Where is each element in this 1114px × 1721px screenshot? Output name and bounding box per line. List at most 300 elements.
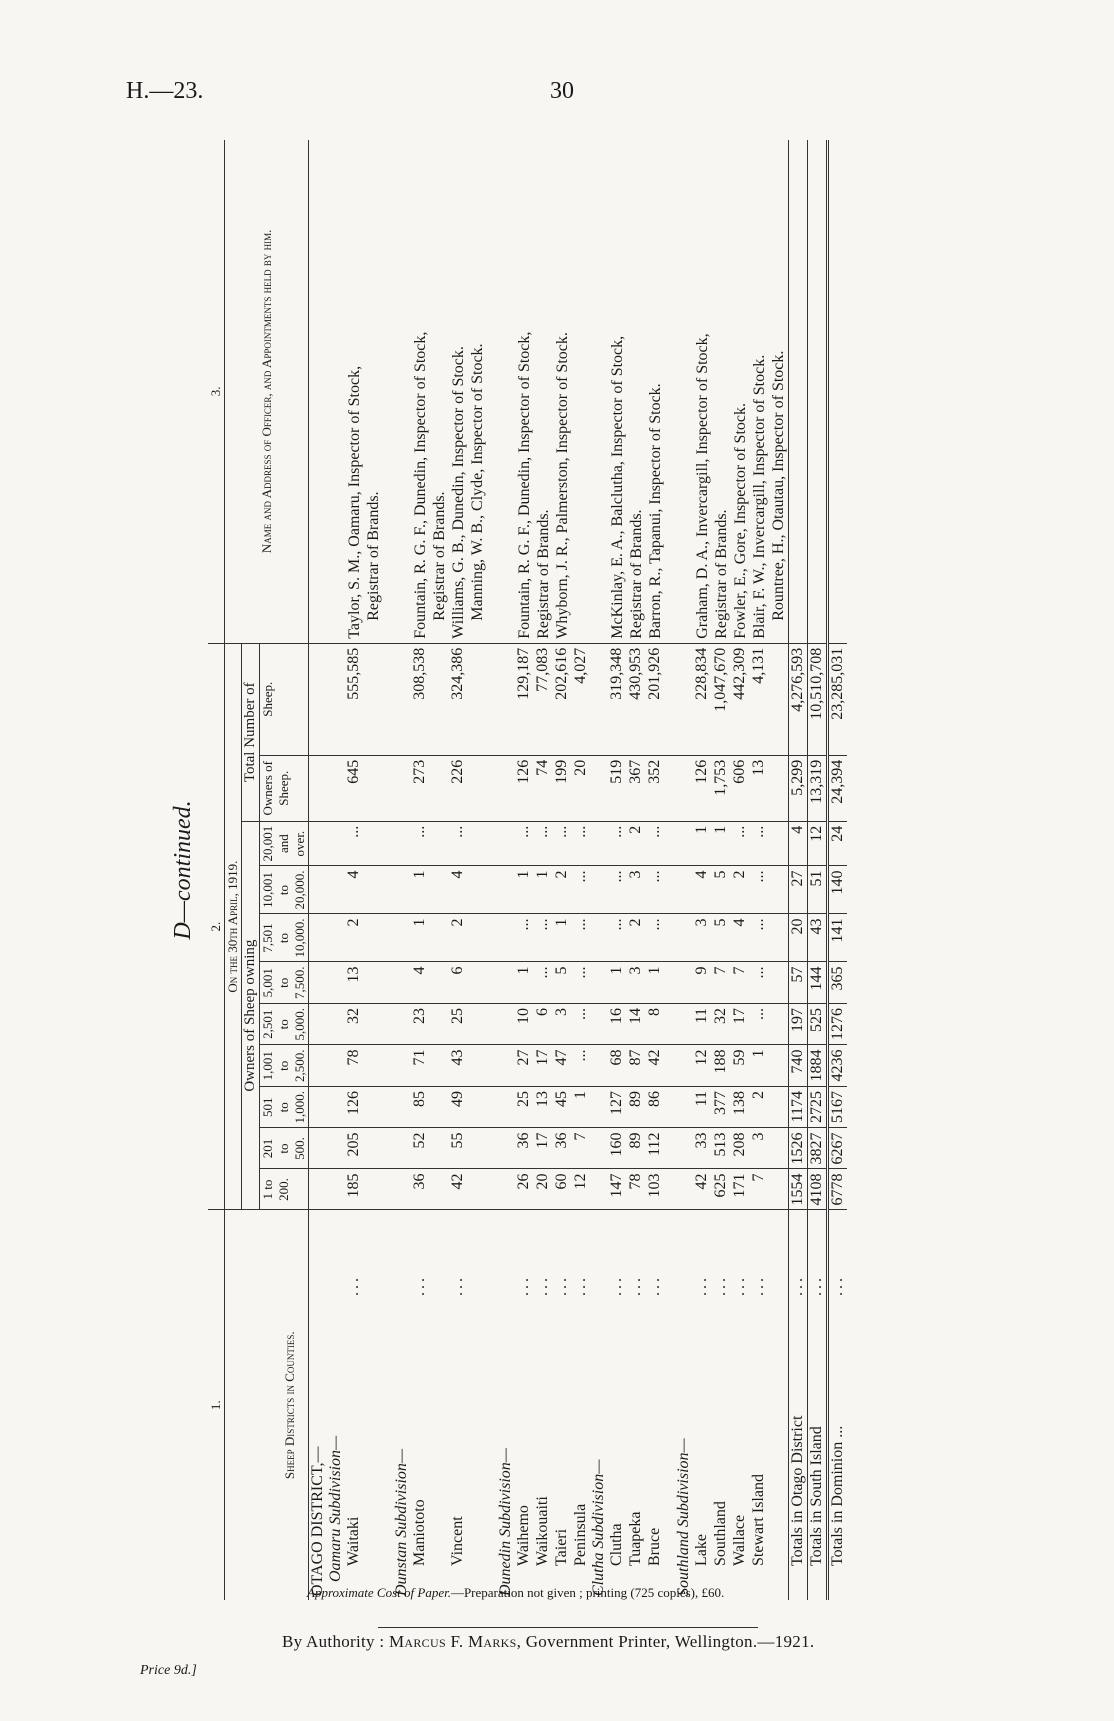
empty-cell: [393, 1045, 411, 1087]
owners-count: 26: [515, 1169, 534, 1210]
empty-cell: [309, 1087, 328, 1129]
officer-cell: [345, 140, 383, 643]
owners-count: 365: [828, 962, 848, 1004]
total-owners: 606: [731, 755, 750, 821]
total-sheep: 308,538: [411, 643, 449, 755]
owners-count: ...: [750, 866, 789, 914]
empty-cell: [497, 643, 515, 755]
empty-cell: [675, 1045, 693, 1087]
officer-line: Barron, R., Tapanui, Inspector of Stock.: [647, 383, 664, 639]
owners-count: 1526: [789, 1128, 808, 1169]
owners-count: 9: [693, 962, 712, 1004]
owners-count: 32: [345, 1004, 383, 1046]
owners-count: ...: [572, 962, 590, 1004]
page-number: 30: [550, 78, 574, 104]
empty-cell: [309, 914, 328, 962]
table-title: D—continued.: [170, 800, 196, 940]
district-name: Clutha: [608, 1523, 625, 1566]
owners-count: 42: [646, 1045, 665, 1087]
empty-cell: [665, 1004, 675, 1046]
empty-cell: [590, 1128, 608, 1169]
owners-count: 1: [534, 866, 553, 914]
owners-count: 160: [608, 1128, 627, 1169]
total-sheep: 4,276,593: [789, 643, 808, 755]
owners-count: ...: [572, 821, 590, 866]
officer-line: Fountain, R. G. F., Dunedin, Inspector of Stock,: [516, 331, 533, 639]
owners-count: 6267: [828, 1128, 848, 1169]
table-row: [646, 140, 665, 1600]
owners-count: 45: [553, 1087, 572, 1129]
owners-count: 43: [808, 914, 828, 962]
empty-cell: [383, 1045, 393, 1087]
owners-count: 6: [534, 1004, 553, 1046]
empty-cell: [675, 914, 693, 962]
owners-count: 87: [627, 1045, 646, 1087]
leader-dots: ...: [345, 1275, 362, 1296]
officer-cell: [534, 140, 553, 643]
empty-cell: [309, 1128, 328, 1169]
empty-cell: [675, 1169, 693, 1210]
empty-cell: [383, 1128, 393, 1169]
band-header: 1,001 to 2,500.: [260, 1045, 309, 1087]
total-owners: 13,319: [808, 755, 828, 821]
owners-count: 4: [411, 962, 449, 1004]
empty-cell: [393, 643, 411, 755]
empty-cell: [327, 643, 345, 755]
empty-cell: [675, 1128, 693, 1169]
owners-count: ...: [572, 914, 590, 962]
col3-title: Name and Address of Officer, and Appointments held by him.: [225, 140, 309, 643]
empty-cell: [327, 755, 345, 821]
officer-line: Registrar of Brands.: [431, 491, 448, 621]
empty-cell: [327, 1087, 345, 1129]
officer-cell: [608, 140, 627, 643]
total-sheep: 10,510,708: [808, 643, 828, 755]
col2-number: 2.: [208, 643, 225, 1210]
total-sheep: 1,047,670: [712, 643, 731, 755]
empty-cell: [487, 962, 497, 1004]
officer-cell: [627, 140, 646, 643]
owners-count: 55: [449, 1128, 487, 1169]
empty-cell: [590, 140, 608, 643]
subdivision-heading: Southland Subdivision—: [675, 1438, 692, 1596]
owners-count: ...: [534, 914, 553, 962]
total-owners: 13: [750, 755, 789, 821]
owners-count: 4: [449, 866, 487, 914]
owners-count: 1174: [789, 1087, 808, 1129]
owners-count: 68: [608, 1045, 627, 1087]
owners-count: ...: [411, 821, 449, 866]
owners-count: 36: [411, 1169, 449, 1210]
total-sheep: 77,083: [534, 643, 553, 755]
owners-count: 78: [627, 1169, 646, 1210]
leader-dots: ...: [627, 1275, 644, 1296]
leader-dots: ...: [449, 1275, 466, 1296]
owners-count: 112: [646, 1128, 665, 1169]
district-name: Lake: [693, 1534, 710, 1566]
district-name: Peninsula: [572, 1503, 589, 1566]
owners-count: 42: [449, 1169, 487, 1210]
leader-dots: ...: [572, 1275, 589, 1296]
owners-count: 1: [608, 962, 627, 1004]
empty-cell: [327, 1004, 345, 1046]
authority-suffix: Government Printer, Wellington.—1921.: [525, 1632, 815, 1651]
printer-name: Marcus F. Marks,: [389, 1632, 522, 1651]
owners-count: 57: [789, 962, 808, 1004]
owners-count: 185: [345, 1169, 383, 1210]
sheep-districts-table: [208, 140, 847, 1600]
empty-cell: [393, 914, 411, 962]
owners-count: 147: [608, 1169, 627, 1210]
total-owners: 126: [515, 755, 534, 821]
owners-count: 7: [750, 1169, 789, 1210]
empty-cell: [487, 755, 497, 821]
empty-cell: [309, 643, 328, 755]
empty-cell: [327, 1045, 345, 1087]
officer-cell: [828, 140, 848, 643]
owners-count: ...: [646, 866, 665, 914]
empty-cell: [487, 821, 497, 866]
owners-count: 42: [693, 1169, 712, 1210]
owners-count: 16: [608, 1004, 627, 1046]
total-sheep: 202,616: [553, 643, 572, 755]
table-row: [534, 140, 553, 1600]
table-row: [789, 140, 808, 1600]
empty-cell: [383, 962, 393, 1004]
owners-count: ...: [608, 821, 627, 866]
empty-cell: [487, 1210, 497, 1300]
owners-count: 47: [553, 1045, 572, 1087]
leader-dots: ...: [750, 1275, 767, 1296]
leader-dots: ...: [789, 1210, 808, 1300]
empty-cell: [590, 643, 608, 755]
subdivision-heading: Clutha Subdivision—: [590, 1459, 607, 1596]
empty-cell: [383, 1087, 393, 1129]
empty-cell: [590, 866, 608, 914]
empty-cell: [383, 1300, 393, 1600]
owners-count: 103: [646, 1169, 665, 1210]
owners-count: ...: [731, 821, 750, 866]
owners-count: 3: [750, 1128, 789, 1169]
empty-cell: [487, 1045, 497, 1087]
empty-cell: [393, 755, 411, 821]
band-header: 501 to 1,000.: [260, 1087, 309, 1129]
total-sheep: 430,953: [627, 643, 646, 755]
owners-count: 17: [534, 1045, 553, 1087]
officer-line: Fowler, E., Gore, Inspector of Stock.: [732, 403, 749, 639]
owners-count: ...: [449, 821, 487, 866]
total-owners: 20: [572, 755, 590, 821]
owners-count: 89: [627, 1087, 646, 1129]
table-row: [712, 140, 731, 1600]
empty-cell: [665, 1300, 675, 1600]
table-row: [553, 140, 572, 1600]
empty-cell: [675, 962, 693, 1004]
officer-line: Blair, F. W., Invercargill, Inspector of Stock.: [751, 354, 768, 639]
rotated-table-region: [170, 140, 1030, 1600]
empty-cell: [675, 821, 693, 866]
leader-dots: ...: [553, 1275, 570, 1296]
district-name: Vincent: [449, 1516, 466, 1566]
owners-count: 5: [712, 866, 731, 914]
owners-count: 3: [627, 866, 646, 914]
officer-cell: [712, 140, 731, 643]
leader-dots: ...: [515, 1275, 532, 1296]
owners-count: 17: [731, 1004, 750, 1046]
owners-group-header: Owners of Sheep owning: [242, 821, 260, 1210]
owners-count: ...: [553, 821, 572, 866]
empty-cell: [487, 1300, 497, 1600]
owners-count: 205: [345, 1128, 383, 1169]
officer-cell: [553, 140, 572, 643]
owners-count: 78: [345, 1045, 383, 1087]
owners-count: 3827: [808, 1128, 828, 1169]
officer-line: Whyborn, J. R., Palmerston, Inspector of Stock.: [554, 332, 571, 639]
band-header: 201 to 500.: [260, 1128, 309, 1169]
officer-line: Rountree, H., Otautau, Inspector of Stock.: [770, 350, 787, 621]
owners-count: ...: [534, 821, 553, 866]
table-row: [411, 140, 449, 1600]
empty-cell: [675, 1004, 693, 1046]
empty-cell: [487, 1004, 497, 1046]
officer-cell: [731, 140, 750, 643]
empty-cell: [487, 1169, 497, 1210]
total-sheep: 201,926: [646, 643, 665, 755]
owners-count: 1: [646, 962, 665, 1004]
owners-count: 625: [712, 1169, 731, 1210]
owners-count: 11: [693, 1087, 712, 1129]
empty-cell: [590, 821, 608, 866]
district-name: Totals in Otago District: [789, 1300, 808, 1600]
owners-count: 71: [411, 1045, 449, 1087]
empty-cell: [487, 1087, 497, 1129]
owners-count: ...: [750, 914, 789, 962]
owners-count: 7: [712, 962, 731, 1004]
col3-number: 3.: [208, 140, 225, 643]
empty-cell: [393, 866, 411, 914]
empty-cell: [497, 821, 515, 866]
table-row: [693, 140, 712, 1600]
owners-count: 52: [411, 1128, 449, 1169]
page-reference: H.—23.: [126, 78, 204, 104]
heading-row: [590, 140, 608, 1600]
owners-count: 43: [449, 1045, 487, 1087]
total-sheep: 442,309: [731, 643, 750, 755]
empty-cell: [327, 962, 345, 1004]
leader-dots: ...: [646, 1275, 663, 1296]
owners-count: 3: [627, 962, 646, 1004]
empty-cell: [590, 962, 608, 1004]
empty-cell: [497, 755, 515, 821]
table-row: [808, 140, 828, 1600]
owners-count: 27: [515, 1045, 534, 1087]
empty-cell: [590, 755, 608, 821]
empty-cell: [383, 1004, 393, 1046]
heading-row: [393, 140, 411, 1600]
owners-count: 5: [712, 914, 731, 962]
owners-count: 2: [627, 914, 646, 962]
owners-count: 1554: [789, 1169, 808, 1210]
owners-count: ...: [646, 821, 665, 866]
owners-count: 4: [789, 821, 808, 866]
officer-line: Graham, D. A., Invercargill, Inspector of Stock,: [694, 333, 711, 639]
owners-count: 126: [345, 1087, 383, 1129]
empty-cell: [393, 1169, 411, 1210]
band-header: 20,001 and over.: [260, 821, 309, 866]
owners-count: 197: [789, 1004, 808, 1046]
col1-number: 1.: [208, 1210, 225, 1600]
empty-cell: [665, 821, 675, 866]
owners-count: 740: [789, 1045, 808, 1087]
empty-cell: [309, 1004, 328, 1046]
total-owners: 1,753: [712, 755, 731, 821]
empty-cell: [327, 821, 345, 866]
owners-count: 51: [808, 866, 828, 914]
total-group-header: Total Number of: [242, 643, 260, 821]
officer-cell: [750, 140, 789, 643]
empty-cell: [497, 1004, 515, 1046]
owners-count: 513: [712, 1128, 731, 1169]
owners-count: 4108: [808, 1169, 828, 1210]
owners-count: 85: [411, 1087, 449, 1129]
owners-count: 1: [750, 1045, 789, 1087]
officer-line: McKinlay, E. A., Balclutha, Inspector of Stock,: [609, 335, 626, 639]
owners-count: 24: [828, 821, 848, 866]
empty-cell: [665, 866, 675, 914]
owners-count: 25: [449, 1004, 487, 1046]
owners-count: 49: [449, 1087, 487, 1129]
owners-count: 2: [553, 866, 572, 914]
empty-cell: [497, 1045, 515, 1087]
district-name: Stewart Island: [750, 1474, 767, 1566]
empty-cell: [590, 1169, 608, 1210]
empty-cell: [393, 1128, 411, 1169]
officer-line: Registrar of Brands.: [628, 509, 645, 639]
total-sheep: 324,386: [449, 643, 487, 755]
total-owners: 5,299: [789, 755, 808, 821]
empty-cell: [675, 866, 693, 914]
empty-cell: [487, 866, 497, 914]
subdivision-heading: OTAGO DISTRICT,—: [309, 1446, 326, 1596]
table-row: [731, 140, 750, 1600]
empty-cell: [393, 821, 411, 866]
owners-count: 25: [515, 1087, 534, 1129]
empty-cell: [309, 821, 328, 866]
empty-cell: [487, 1128, 497, 1169]
empty-cell: [665, 1169, 675, 1210]
table-row: [750, 140, 789, 1600]
empty-cell: [590, 1045, 608, 1087]
empty-cell: [393, 962, 411, 1004]
total-sheep: 4,131: [750, 643, 789, 755]
officer-cell: [411, 140, 449, 643]
empty-cell: [497, 1169, 515, 1210]
owners-count: 6778: [828, 1169, 848, 1210]
owners-count: 20: [534, 1169, 553, 1210]
leader-dots: ...: [712, 1275, 729, 1296]
price-note: Price 9d.]: [140, 1663, 197, 1678]
officer-line: Taylor, S. M., Oamaru, Inspector of Stock,: [346, 365, 363, 639]
total-sheep: 555,585: [345, 643, 383, 755]
owners-count: 1884: [808, 1045, 828, 1087]
empty-cell: [497, 962, 515, 1004]
total-owners-header: Owners of Sheep.: [260, 755, 309, 821]
empty-cell: [309, 140, 328, 643]
total-owners: 645: [345, 755, 383, 821]
empty-cell: [675, 1087, 693, 1129]
owners-count: 5: [553, 962, 572, 1004]
empty-cell: [327, 866, 345, 914]
table-row: [608, 140, 627, 1600]
total-sheep: 23,285,031: [828, 643, 848, 755]
total-owners: 126: [693, 755, 712, 821]
owners-count: ...: [345, 821, 383, 866]
band-header: 10,001 to 20,000.: [260, 866, 309, 914]
owners-count: ...: [515, 821, 534, 866]
owners-count: 12: [572, 1169, 590, 1210]
owners-count: 10: [515, 1004, 534, 1046]
owners-count: 27: [789, 866, 808, 914]
officer-line: Manning, W. B., Clyde, Inspector of Stock.: [469, 343, 486, 621]
subdivision-heading: Oamaru Subdivision—: [327, 1435, 344, 1582]
owners-count: 138: [731, 1087, 750, 1129]
owners-count: ...: [750, 962, 789, 1004]
empty-cell: [327, 1128, 345, 1169]
total-owners: 352: [646, 755, 665, 821]
owners-count: 208: [731, 1128, 750, 1169]
owners-count: 1276: [828, 1004, 848, 1046]
owners-count: 12: [808, 821, 828, 866]
empty-cell: [675, 140, 693, 643]
district-name: Taieri: [553, 1528, 570, 1566]
district-name: Bruce: [646, 1527, 663, 1566]
district-name: Maniototo: [411, 1499, 428, 1566]
owners-count: 36: [515, 1128, 534, 1169]
owners-count: 59: [731, 1045, 750, 1087]
leader-dots: ...: [731, 1275, 748, 1296]
cost-note: [307, 1585, 724, 1601]
owners-count: 23: [411, 1004, 449, 1046]
empty-cell: [590, 1004, 608, 1046]
heading-row: [675, 140, 693, 1600]
owners-count: 86: [646, 1087, 665, 1129]
band-header: 2,501 to 5,000.: [260, 1004, 309, 1046]
owners-count: 36: [553, 1128, 572, 1169]
owners-count: 20: [789, 914, 808, 962]
owners-count: 2: [731, 866, 750, 914]
officer-cell: [808, 140, 828, 643]
district-name: Waihemo: [515, 1505, 532, 1566]
table-row: [828, 140, 848, 1600]
owners-count: 1: [411, 866, 449, 914]
empty-cell: [383, 140, 393, 643]
owners-count: 171: [731, 1169, 750, 1210]
empty-cell: [497, 1128, 515, 1169]
leader-dots: ...: [411, 1275, 428, 1296]
officer-cell: [789, 140, 808, 643]
empty-cell: [665, 914, 675, 962]
heading-row: [497, 140, 515, 1600]
district-name: Southland: [712, 1501, 729, 1566]
table-row: [345, 140, 383, 1600]
officer-line: Registrar of Brands.: [535, 509, 552, 639]
heading-row: [327, 140, 345, 1600]
row-gap: [383, 140, 393, 1600]
empty-cell: [665, 643, 675, 755]
empty-cell: [665, 1210, 675, 1300]
table-row: [627, 140, 646, 1600]
owners-count: ...: [572, 866, 590, 914]
